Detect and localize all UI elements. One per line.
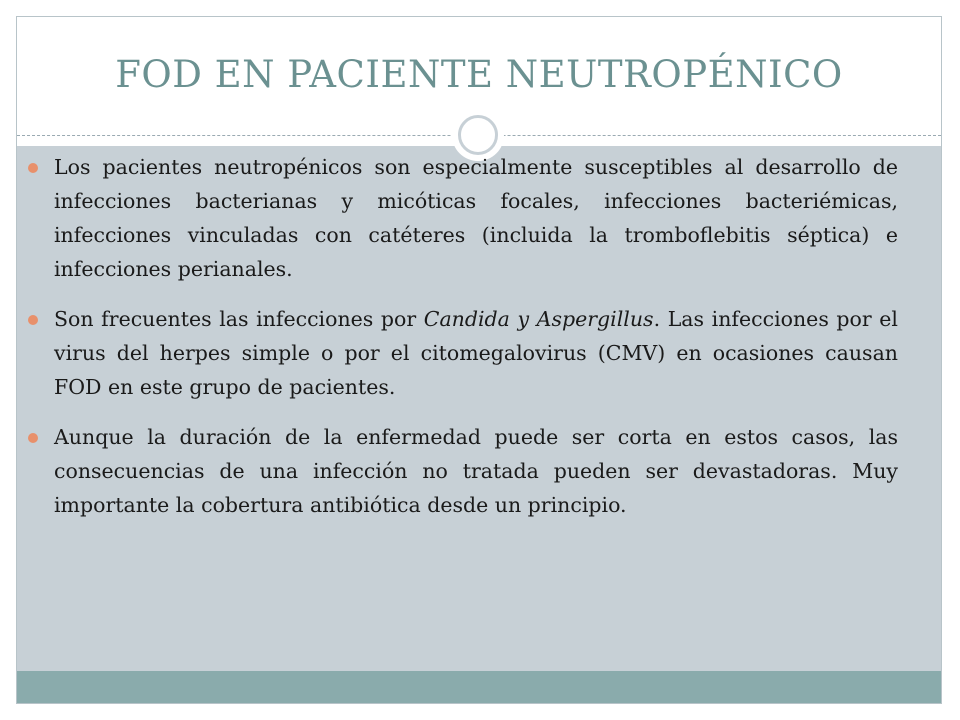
footer-band bbox=[17, 671, 941, 704]
slide-title: FOD EN PACIENTE NEUTROPÉNICO bbox=[115, 53, 843, 96]
bullet-item-2 bbox=[28, 302, 898, 404]
bullet-dot-icon bbox=[28, 163, 38, 173]
bullet-text-before: Son frecuentes las infecciones por bbox=[54, 307, 424, 331]
bullet-text-italic: Candida y Aspergillus bbox=[423, 307, 654, 331]
bullet-text-after: . Las infecciones por el virus del herpes simple o por el citomegalovirus (CMV) en ocasiones causan FOD en este grupo de pacientes. bbox=[54, 307, 898, 399]
bullet-dot-icon bbox=[28, 433, 38, 443]
emblem-ring bbox=[458, 115, 498, 155]
bullet-text: Aunque la duración de la enfermedad puede ser corta en estos casos, las consecuencias de una infección no tratada pueden ser devastadoras. Muy importante la cobertura antibiótica desde un principio. bbox=[54, 425, 898, 517]
bullet-item-3 bbox=[28, 420, 898, 522]
bullet-list bbox=[28, 150, 898, 538]
bullet-text: Los pacientes neutropénicos son especialmente susceptibles al desarrollo de infecciones bacterianas y micóticas focales, infecciones bacteriémicas, infecciones vinculadas con catéteres (incluida la tromboflebitis séptica) e infecciones perianales. bbox=[54, 155, 898, 281]
bullet-dot-icon bbox=[28, 315, 38, 325]
bullet-item-1 bbox=[28, 150, 898, 286]
